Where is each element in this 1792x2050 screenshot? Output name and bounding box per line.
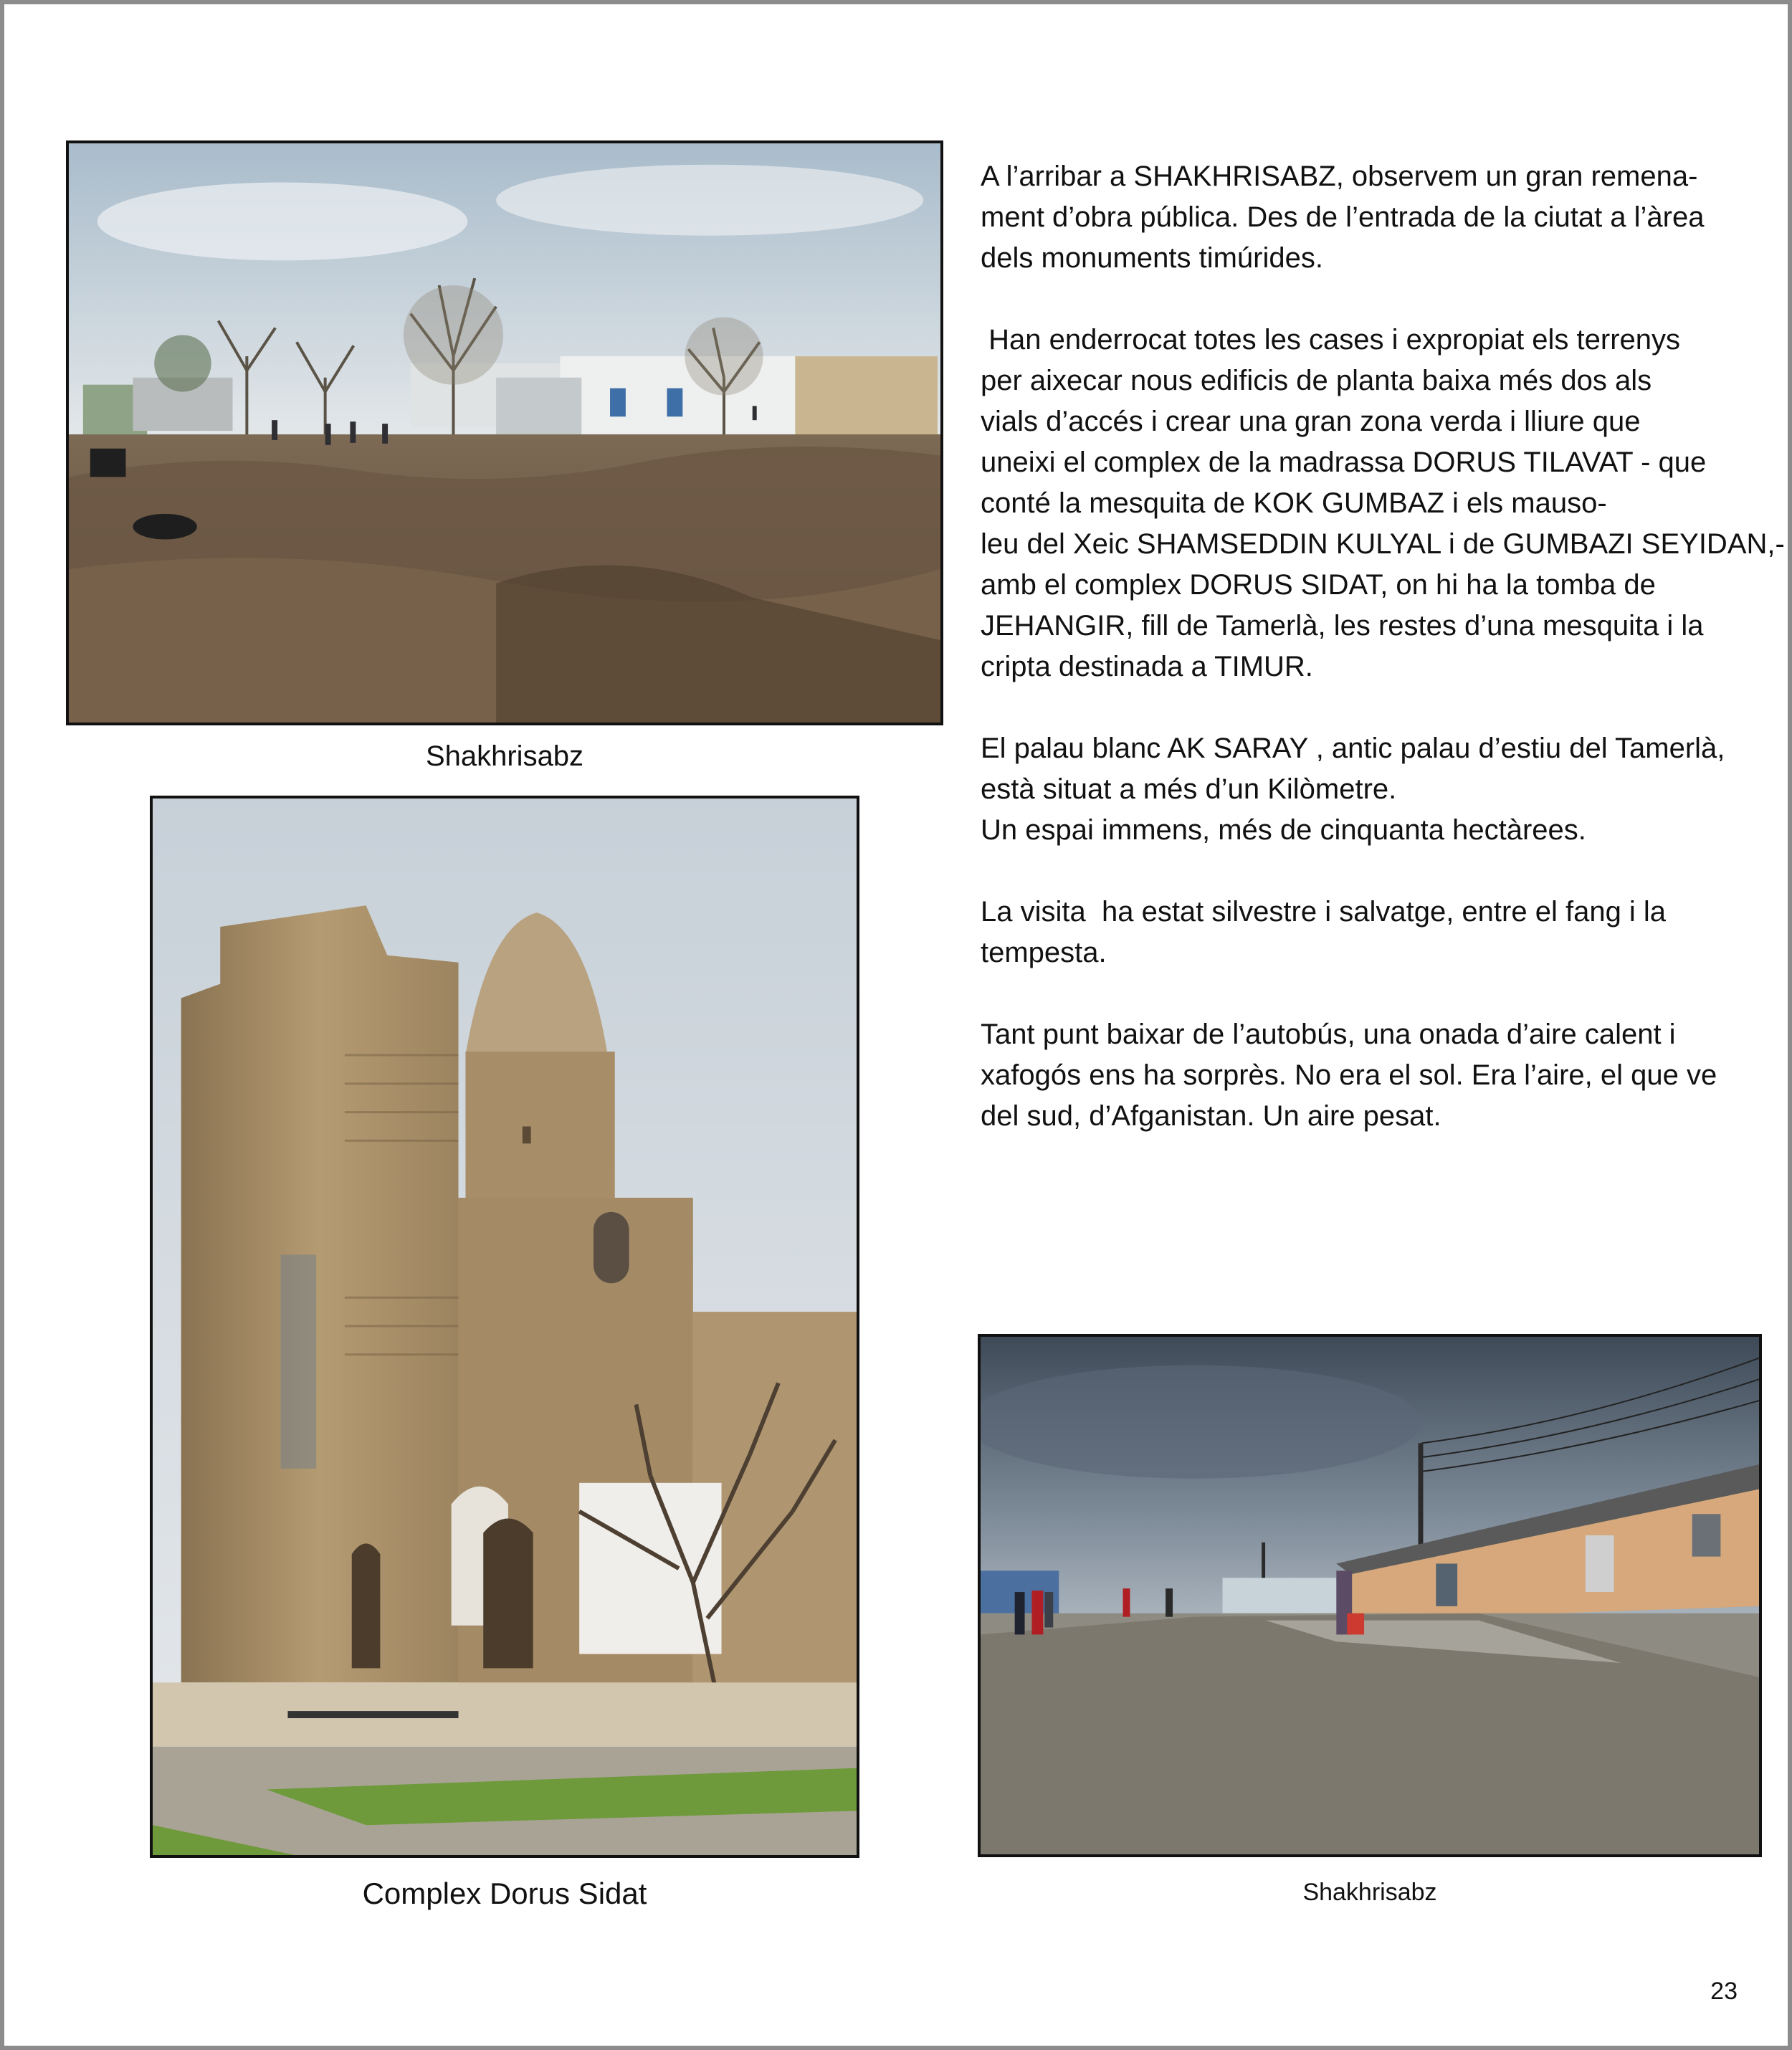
text-line: vials d’accés i crear una gran zona verda i lliure que xyxy=(981,406,1641,437)
text-line: A l’arribar a SHAKHRISABZ, observem un gran remena- xyxy=(981,161,1698,192)
text-line: del sud, d’Afganistan. Un aire pesat. xyxy=(981,1100,1441,1132)
construction-site-image xyxy=(69,143,940,723)
photo-street xyxy=(978,1334,1762,1857)
text-line: tempesta. xyxy=(981,937,1107,968)
caption-dorus-sidat: Complex Dorus Sidat xyxy=(362,1877,647,1910)
text-line: leu del Xeic SHAMSEDDIN KULYAL i de GUMBAZI SEYIDAN,- xyxy=(981,528,1785,560)
text-line: uneixi el complex de la madrassa DORUS TILAVAT - que xyxy=(981,447,1707,478)
paragraph-gap xyxy=(981,687,1762,728)
text-line: per aixecar nous edificis de planta baixa més dos als xyxy=(981,365,1652,396)
photo-construction-site xyxy=(66,140,943,725)
text-line: ment d’obra pública. Des de l’entrada de la ciutat a l’àrea xyxy=(981,201,1705,233)
text-line: amb el complex DORUS SIDAT, on hi ha la tomba de xyxy=(981,569,1656,601)
text-line: Tant punt baixar de l’autobús, una onada d’aire calent i xyxy=(981,1019,1676,1050)
text-line: Un espai immens, més de cinquanta hectàrees. xyxy=(981,814,1586,846)
text-line: La visita ha estat silvestre i salvatge, entre el fang i la xyxy=(981,896,1667,928)
paragraph-gap xyxy=(981,279,1762,320)
text-line: conté la mesquita de KOK GUMBAZ i els mauso- xyxy=(981,487,1607,519)
paragraph-gap xyxy=(981,973,1762,1014)
text-line: xafogós ens ha sorprès. No era el sol. Era l’aire, el que ve xyxy=(981,1059,1717,1091)
text-line: està situat a més d’un Kilòmetre. xyxy=(981,773,1397,805)
text-line: JEHANGIR, fill de Tamerlà, les restes d’una mesquita i la xyxy=(981,610,1704,642)
caption-construction-site: Shakhrisabz xyxy=(425,740,584,772)
text-line: El palau blanc AK SARAY , antic palau d’estiu del Tamerlà, xyxy=(981,733,1725,764)
text-line: Han enderrocat totes les cases i expropiat els terrenys xyxy=(981,324,1681,356)
dorus-sidat-image xyxy=(153,798,857,1855)
text-line: cripta destinada a TIMUR. xyxy=(981,651,1313,682)
photo-dorus-sidat xyxy=(150,796,859,1858)
caption-street: Shakhrisabz xyxy=(1302,1879,1437,1906)
street-image xyxy=(981,1337,1759,1854)
page-number: 23 xyxy=(1710,1978,1738,2005)
text-line: dels monuments timúrides. xyxy=(981,242,1323,274)
paragraph-gap xyxy=(981,851,1762,892)
article-text xyxy=(981,156,1785,1137)
